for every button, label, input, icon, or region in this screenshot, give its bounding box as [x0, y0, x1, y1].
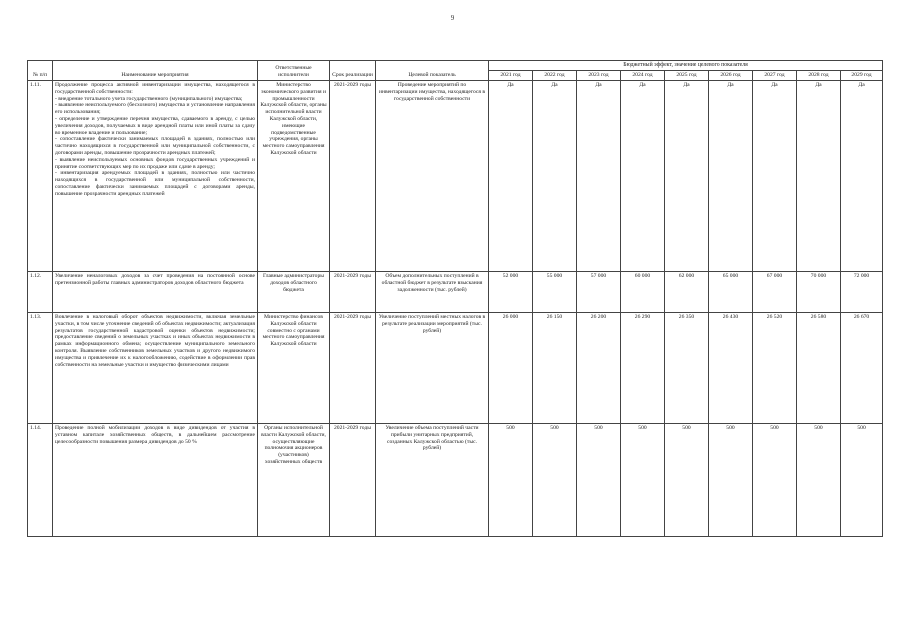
page-number: 9 — [450, 14, 455, 22]
value-cell: 26 580 — [797, 312, 841, 423]
indicator-cell: Увеличение поступлений местных налогов в результате реализации мероприятий (тыс. рублей) — [376, 312, 489, 423]
header-responsible: Ответственные исполнители — [258, 61, 330, 81]
measure-line: - определение и утверждение перечня имущества, сдаваемого в аренду, с целью увеличения доходов, получаемых в виде арендной платы или иной платы за сдачу во временное владение и пользование; — [55, 115, 255, 136]
indicator-cell: Проведение мероприятий по инвентаризации имущества, находящегося в государственной собственности — [376, 80, 489, 271]
header-effect: Бюджетный эффект, значение целевого показателя — [489, 61, 883, 71]
measure-line: - выявление неиспользуемого (бесхозного) имущества и установление направления его использования; — [55, 102, 255, 116]
header-year: 2023 год — [577, 71, 621, 81]
measure-line: Вовлечение в налоговый оборот объектов недвижимости, включая земельные участки, в том числе уточнение сведений об объектах недвижимости; актуализация результатов государственной кадастровой оценки объектов недвижимости; предоставление сведений о земельных участках и иных объектах недвижимости в рамках информационного обмена; осуществление муниципального земельного контроля. Выявление собственников земельных участков и другого недвижимого имущества и привлечение их к налогообложению, содействие в оформлении прав собственности на земельные участки и имущество физическими лицами — [55, 313, 255, 368]
measure-line: - выявление неиспользуемых основных фондов государственных учреждений и принятие соответствующих мер по их продаже или сдаче в аренду; — [55, 156, 255, 170]
row-number: 1.11. — [28, 80, 53, 271]
table-row — [28, 312, 883, 423]
term-cell: 2021-2029 годы — [330, 312, 376, 423]
measure-line: Продолжение процесса активной инвентаризации имущества, находящегося в государственной собственности: — [55, 81, 255, 95]
value-cell: Да — [797, 80, 841, 271]
measure-line: - сопоставление фактически занимаемых площадей в зданиях, полностью или частично находящихся в государственной или муниципальной собственности, с договорами аренды, повышение прозрачности арендных платежей; — [55, 136, 255, 156]
value-cell: Да — [577, 80, 621, 271]
row-number: 1.14. — [28, 423, 53, 536]
value-cell: 62 000 — [665, 271, 709, 312]
value-cell: 57 000 — [577, 271, 621, 312]
value-cell: Да — [753, 80, 797, 271]
value-cell: 26 520 — [753, 312, 797, 423]
measure-line: - внедрение тотального учета государственного (муниципального) имущества; — [55, 95, 243, 102]
value-cell: 55 000 — [533, 271, 577, 312]
value-cell: 72 000 — [841, 271, 883, 312]
value-cell: 26 150 — [533, 312, 577, 423]
row-number: 1.13. — [28, 312, 53, 423]
value-cell: 65 000 — [709, 271, 753, 312]
value-cell: Да — [709, 80, 753, 271]
measure-cell — [53, 271, 258, 312]
indicator-cell: Объем дополнительных поступлений в областной бюджет в результате взыскания задолженности (тыс. рублей) — [376, 271, 489, 312]
measure-cell — [53, 80, 258, 271]
table-row — [28, 271, 883, 312]
table-row — [28, 80, 883, 271]
value-cell: 500 — [841, 423, 883, 536]
value-cell: 500 — [797, 423, 841, 536]
header-year: 2021 год — [489, 71, 533, 81]
header-year: 2024 год — [621, 71, 665, 81]
table-row — [28, 423, 883, 536]
value-cell: 500 — [489, 423, 533, 536]
measure-cell — [53, 312, 258, 423]
header-indicator: Целевой показатель — [376, 61, 489, 81]
header-year: 2028 год — [797, 71, 841, 81]
value-cell: Да — [489, 80, 533, 271]
measure-line: Увеличение неналоговых доходов за счет проведения на постоянной основе претензионной работы главных администраторов доходов областного бюджета — [55, 272, 255, 286]
term-cell: 2021-2029 годы — [330, 423, 376, 536]
header-year: 2026 год — [709, 71, 753, 81]
responsible-cell: Министерство экономического развития и промышленности Калужской области, органы исполнительной власти Калужской области, имеющие подведомственные учреждения, органы местного самоуправления Калужской области — [258, 80, 330, 271]
responsible-cell: Главные администраторы доходов областного бюджета — [258, 271, 330, 312]
value-cell: 500 — [709, 423, 753, 536]
value-cell: Да — [841, 80, 883, 271]
header-num: № п/п — [28, 61, 53, 81]
header-measure: Наименование мероприятия — [53, 61, 258, 81]
value-cell: Да — [533, 80, 577, 271]
measure-line: Проведение полной мобилизации доходов в виде дивидендов от участия в уставном капитале хозяйственных обществ, в дальнейшем рассмотрение целесообразности повышения размера дивидендов до 50 % — [55, 424, 255, 445]
value-cell: 67 000 — [753, 271, 797, 312]
value-cell: 26 430 — [709, 312, 753, 423]
value-cell: 70 000 — [797, 271, 841, 312]
value-cell: 26 670 — [841, 312, 883, 423]
value-cell: 500 — [753, 423, 797, 536]
header-year: 2022 год — [533, 71, 577, 81]
value-cell: Да — [665, 80, 709, 271]
row-number: 1.12. — [28, 271, 53, 312]
term-cell: 2021-2029 годы — [330, 80, 376, 271]
header-year: 2027 год — [753, 71, 797, 81]
value-cell: 52 000 — [489, 271, 533, 312]
value-cell: 500 — [621, 423, 665, 536]
value-cell: 26 290 — [621, 312, 665, 423]
value-cell: 500 — [533, 423, 577, 536]
value-cell: 500 — [665, 423, 709, 536]
responsible-cell: Министерство финансов Калужской области совместно с органами местного самоуправления Калужской области — [258, 312, 330, 423]
header-year: 2025 год — [665, 71, 709, 81]
value-cell: 26 350 — [665, 312, 709, 423]
value-cell: Да — [621, 80, 665, 271]
value-cell: 26 000 — [489, 312, 533, 423]
value-cell: 60 000 — [621, 271, 665, 312]
measure-cell — [53, 423, 258, 536]
value-cell: 26 200 — [577, 312, 621, 423]
value-cell: 500 — [577, 423, 621, 536]
indicator-cell: Увеличение объема поступлений части прибыли унитарных предприятий, созданных Калужской областью (тыс. рублей) — [376, 423, 489, 536]
header-term: Срок реализации — [330, 61, 376, 81]
measure-line: - инвентаризация арендуемых площадей в зданиях, полностью или частично находящихся в государственной или муниципальной собственности, сопоставление фактически занимаемых площадей с договорами аренды, повышение прозрачности арендных платежей — [55, 170, 255, 197]
header-year: 2029 год — [841, 71, 883, 81]
responsible-cell: Органы исполнительной власти Калужской области, осуществляющие полномочия акционеров (участников) хозяйственных обществ — [258, 423, 330, 536]
term-cell: 2021-2029 годы — [330, 271, 376, 312]
measures-table — [27, 60, 883, 537]
